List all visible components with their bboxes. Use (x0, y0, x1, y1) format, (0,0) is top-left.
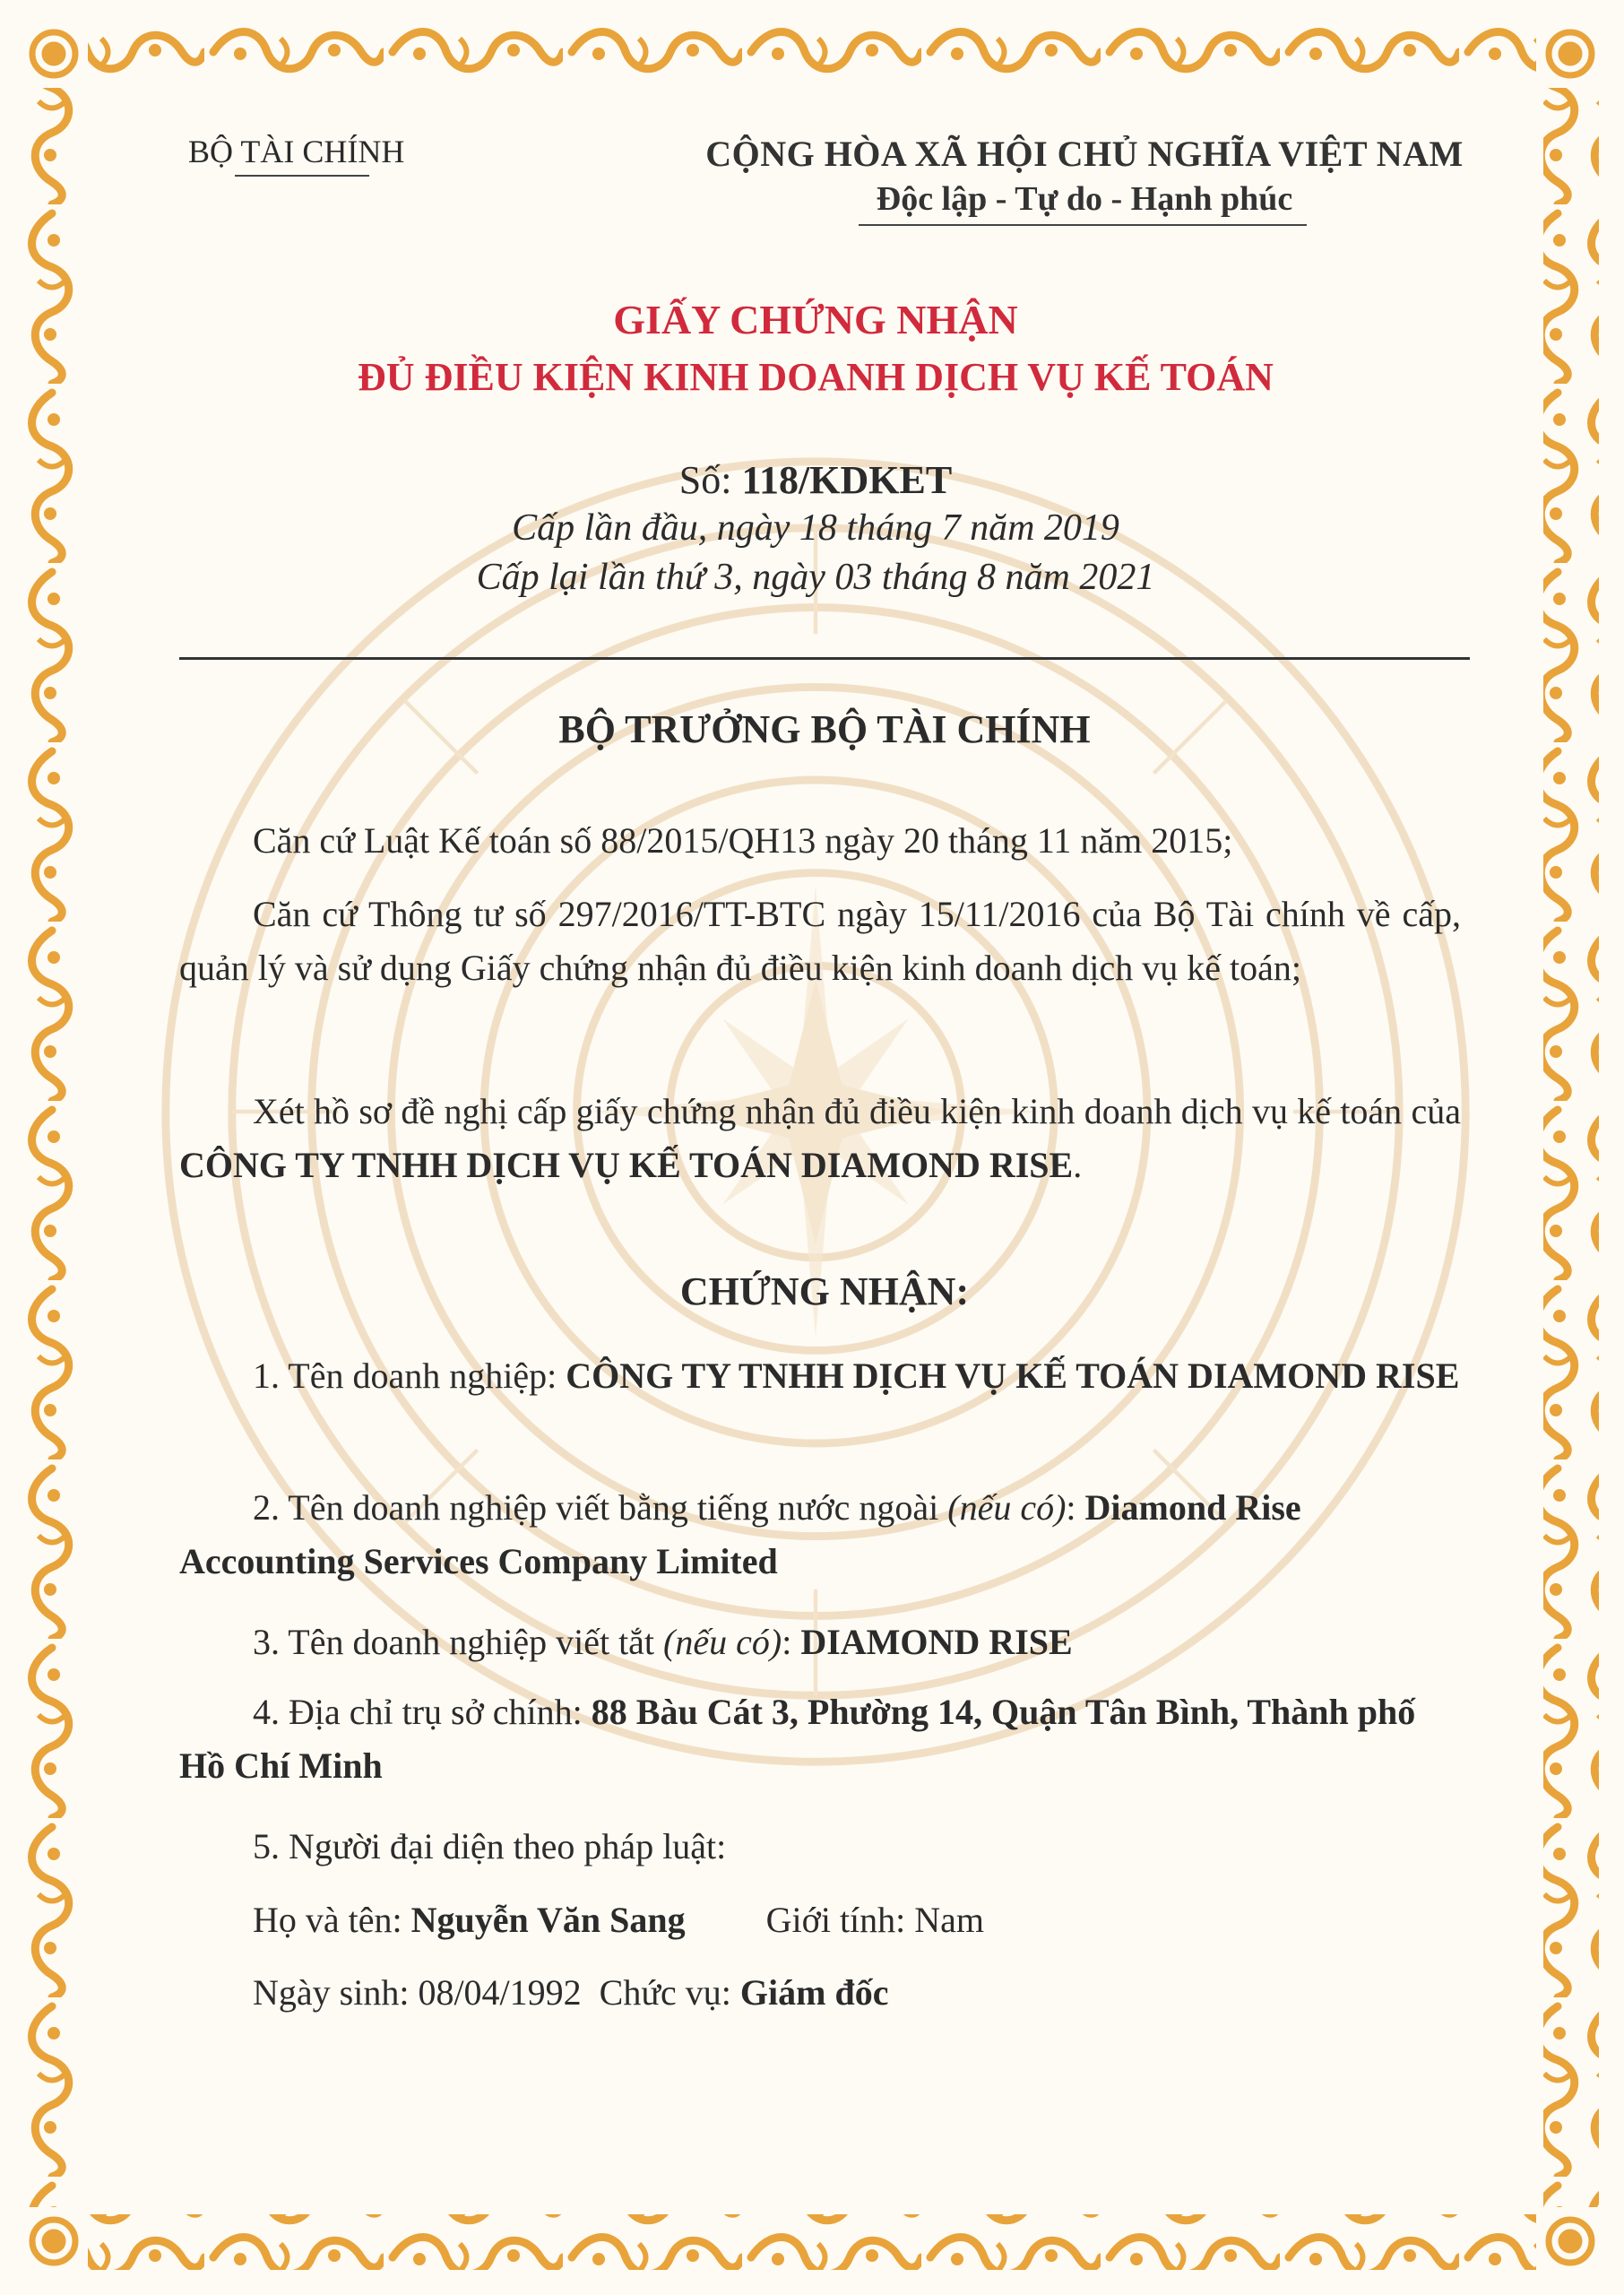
item-legal-representative (179, 1820, 1470, 1874)
representative-label: 5. Người đại diện theo pháp luật: (253, 1826, 727, 1866)
fullname-label: Họ và tên: (253, 1900, 411, 1940)
gender-label: Giới tính: (765, 1900, 915, 1940)
preamble-circular-text: Căn cứ Thông tư số 297/2016/TT-BTC ngày 15/11/2016 của Bộ Tài chính về cấp, quản lý và sử dụng Giấy chứng nhận đủ điều kiện kinh doanh dịch vụ kế toán; (179, 894, 1461, 988)
foreign-name-value: Diamond Rise Accounting Services Company Limited (179, 1487, 1301, 1581)
fullname-value: Nguyễn Văn Sang (410, 1900, 686, 1940)
national-title: CỘNG HÒA XÃ HỘI CHỦ NGHĨA VIỆT NAM (705, 134, 1464, 174)
preamble-law-text: Căn cứ Luật Kế toán số 88/2015/QH13 ngày 20 tháng 11 năm 2015; (253, 820, 1233, 861)
company-name-value: CÔNG TY TNHH DỊCH VỤ KẾ TOÁN DIAMOND RISE (566, 1355, 1460, 1396)
short-name-colon: : (782, 1622, 801, 1662)
preamble-company-name: CÔNG TY TNHH DỊCH VỤ KẾ TOÁN DIAMOND RISE (179, 1145, 1074, 1185)
header-divider (179, 657, 1470, 660)
issuing-agency: BỘ TÀI CHÍNH (188, 134, 405, 169)
dob-value: 08/04/1992 (418, 1972, 582, 2013)
agency-underline (235, 175, 369, 177)
representative-dob-row (179, 1966, 1470, 2020)
item-company-name (179, 1349, 1470, 1403)
preamble-dossier (179, 1085, 1461, 1192)
address-value: 88 Bàu Cát 3, Phường 14, Quận Tân Bình, Thành phố Hồ Chí Minh (179, 1692, 1416, 1786)
number-label: Số: (678, 458, 742, 502)
number-value: 118/KDKET (741, 458, 953, 502)
certificate-number (179, 457, 1452, 503)
short-name-value: DIAMOND RISE (800, 1622, 1073, 1662)
certificate-subtitle: ĐỦ ĐIỀU KIỆN KINH DOANH DỊCH VỤ KẾ TOÁN (358, 355, 1274, 399)
representative-name-row (179, 1893, 1470, 1947)
item-short-name (179, 1615, 1470, 1669)
preamble-law (179, 814, 1461, 868)
item-address (179, 1685, 1470, 1793)
national-motto: Độc lập - Tự do - Hạnh phúc (876, 180, 1293, 218)
preamble-dossier-text: Xét hồ sơ đề nghị cấp giấy chứng nhận đủ điều kiện kinh doanh dịch vụ kế toán của (253, 1091, 1461, 1131)
certify-heading: CHỨNG NHẬN: (679, 1269, 970, 1313)
foreign-name-label: 2. Tên doanh nghiệp viết bằng tiếng nước ngoài (253, 1487, 948, 1528)
item-foreign-name (179, 1481, 1470, 1589)
position-value: Giám đốc (739, 1972, 889, 2013)
address-label: 4. Địa chỉ trụ sở chính: (253, 1692, 592, 1732)
minister-heading: BỘ TRƯỞNG BỘ TÀI CHÍNH (558, 707, 1091, 751)
short-name-label: 3. Tên doanh nghiệp viết tắt (253, 1622, 664, 1662)
short-name-note: (nếu có) (663, 1622, 782, 1662)
foreign-name-colon: : (1066, 1487, 1085, 1528)
foreign-name-note: (nếu có) (947, 1487, 1067, 1528)
motto-underline (859, 224, 1307, 226)
reissue-date: Cấp lại lần thứ 3, ngày 03 tháng 8 năm 2021 (476, 557, 1155, 598)
gender-value: Nam (914, 1900, 985, 1940)
certificate-title: GIẤY CHỨNG NHẬN (613, 297, 1018, 342)
preamble-circular (179, 888, 1461, 995)
company-name-label: 1. Tên doanh nghiệp: (253, 1355, 566, 1396)
first-issue-date: Cấp lần đầu, ngày 18 tháng 7 năm 2019 (512, 507, 1119, 549)
position-label: Chức vụ: (581, 1972, 740, 2013)
dob-label: Ngày sinh: (253, 1972, 419, 2013)
preamble-dossier-end: . (1073, 1145, 1083, 1185)
